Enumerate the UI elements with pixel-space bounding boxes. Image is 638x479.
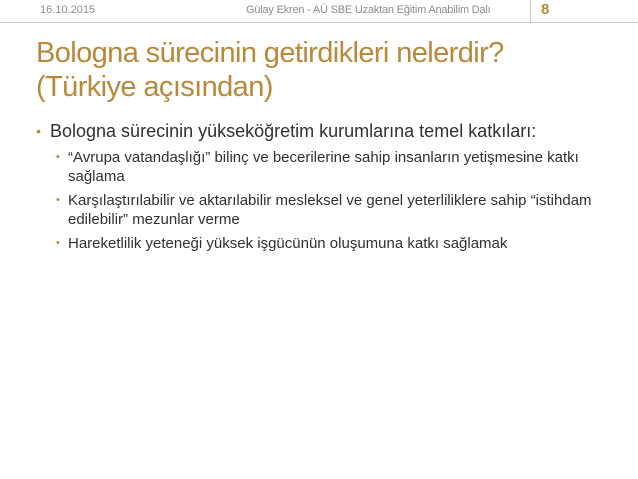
sub-bullet-text: Hareketlilik yeteneği yüksek işgücünün oluşumuna katkı sağlamak xyxy=(68,235,508,252)
slide-title xyxy=(36,36,616,104)
header-divider xyxy=(0,22,638,23)
bullet-dot-icon: • xyxy=(36,123,41,139)
sub-bullet-text: Karşılaştırılabilir ve aktarılabilir mesleksel ve genel yeterliliklere sahip “istihdam edilebilir” mezunlar verme xyxy=(68,192,592,228)
header-date: 16.10.2015 xyxy=(40,4,96,16)
title-line-1: Bologna sürecinin getirdikleri nelerdir? xyxy=(36,37,504,69)
sub-bullet xyxy=(56,191,616,229)
bullet-dot-icon: • xyxy=(56,237,60,249)
bullet-dot-icon: • xyxy=(56,194,60,206)
sub-bullet xyxy=(56,148,616,186)
vertical-divider xyxy=(530,0,531,22)
sub-bullet-list xyxy=(56,148,616,253)
main-bullet-text: Bologna sürecinin yükseköğretim kurumlarına temel katkıları: xyxy=(50,121,537,141)
sub-bullet xyxy=(56,234,616,253)
page-number: 8 xyxy=(541,1,550,18)
main-bullet xyxy=(36,120,616,142)
slide-content xyxy=(36,120,616,258)
sub-bullet-text: “Avrupa vatandaşlığı” bilinç ve becerilerine sahip insanların yetişmesine katkı sağlama xyxy=(68,149,579,185)
title-line-2: (Türkiye açısından) xyxy=(36,71,273,103)
header-author: Gülay Ekren - AÜ SBE Uzaktan Eğitim Anabilim Dalı xyxy=(246,4,491,16)
bullet-dot-icon: • xyxy=(56,151,60,163)
